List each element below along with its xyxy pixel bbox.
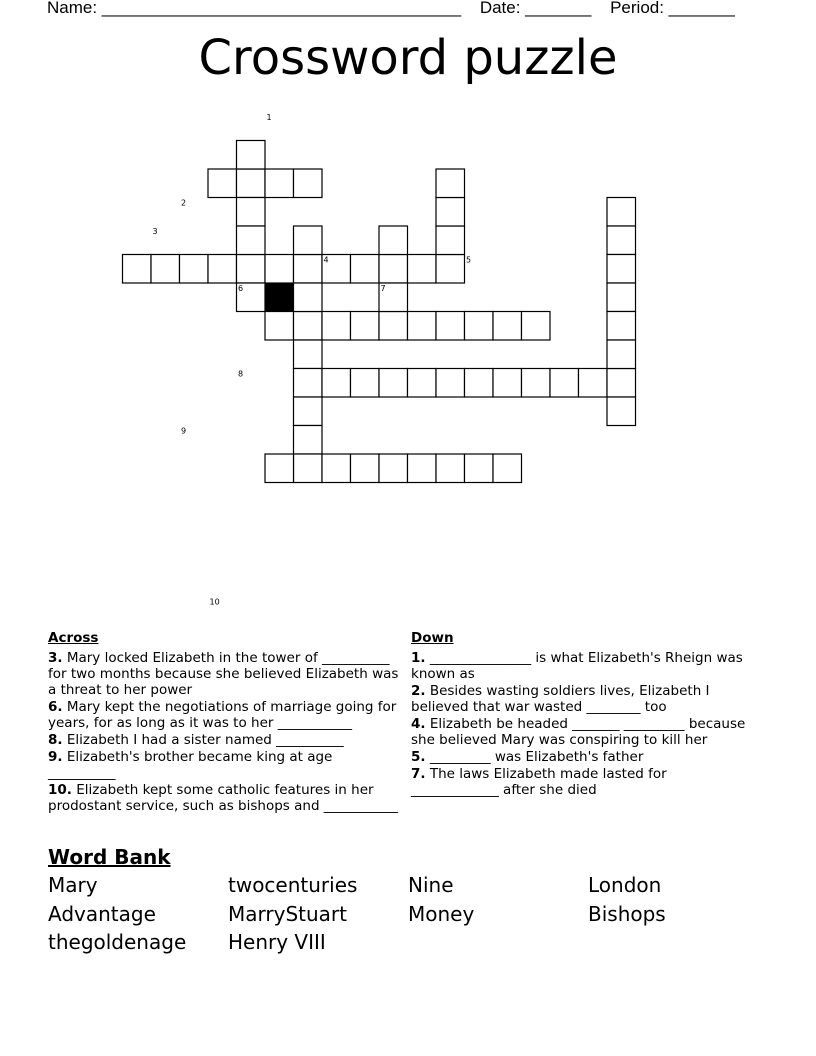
crossword-cell[interactable]: [180, 255, 209, 284]
crossword-cell[interactable]: [294, 169, 323, 198]
clue-number-label: 8.: [48, 732, 63, 748]
crossword-cell[interactable]: [208, 169, 237, 198]
crossword-cell[interactable]: [208, 255, 237, 284]
crossword-cell[interactable]: [436, 198, 465, 227]
crossword-cell[interactable]: [607, 340, 636, 369]
clue-number: 5: [466, 255, 472, 265]
crossword-cell[interactable]: [379, 255, 408, 284]
crossword-cell[interactable]: [408, 255, 437, 284]
down-clue: [411, 749, 756, 765]
across-clue: [48, 749, 400, 781]
crossword-cell[interactable]: [436, 169, 465, 198]
crossword-cell[interactable]: [436, 226, 465, 255]
clue-number: 9: [181, 426, 187, 436]
down-clue: [411, 716, 756, 748]
crossword-cell[interactable]: [408, 369, 437, 398]
clue-text: Elizabeth kept some catholic features in her prodostant service, such as bishops and ___________: [48, 782, 399, 814]
clue-text: Mary kept the negotiations of marriage going for years, for as long as it was to her ___________: [48, 699, 397, 731]
across-heading: Across: [48, 630, 99, 646]
crossword-cell[interactable]: [607, 312, 636, 341]
crossword-black-cell: [265, 283, 294, 312]
crossword-cell[interactable]: [379, 312, 408, 341]
down-clues: [411, 630, 756, 799]
clue-number-label: 4.: [411, 716, 426, 732]
word-bank-item: Money: [408, 902, 475, 926]
across-clue: [48, 732, 400, 748]
crossword-cell[interactable]: [237, 226, 266, 255]
crossword-cell[interactable]: [607, 397, 636, 426]
crossword-cell[interactable]: [436, 454, 465, 483]
down-clue: [411, 683, 756, 715]
crossword-cell[interactable]: [151, 255, 180, 284]
clue-number-label: 2.: [411, 683, 426, 699]
crossword-cell[interactable]: [607, 255, 636, 284]
crossword-cell[interactable]: [607, 198, 636, 227]
clue-number: 7: [380, 284, 386, 293]
crossword-cell[interactable]: [265, 454, 294, 483]
clue-number-label: 6.: [48, 699, 63, 715]
crossword-cell[interactable]: [408, 454, 437, 483]
crossword-cell[interactable]: [465, 312, 494, 341]
clue-text: Elizabeth be headed _______ _________ because she believed Mary was conspiring to kill her: [411, 716, 746, 748]
clue-number: 10: [209, 597, 220, 607]
clue-text: _______________ is what Elizabeth's Rheign was known as: [411, 650, 743, 682]
clue-text: _________ was Elizabeth's father: [425, 749, 644, 765]
clue-number: 8: [238, 369, 244, 379]
crossword-cell[interactable]: [322, 312, 351, 341]
crossword-cell[interactable]: [237, 198, 266, 227]
crossword-cell[interactable]: [294, 226, 323, 255]
crossword-cell[interactable]: [436, 369, 465, 398]
clue-number: 3: [152, 227, 158, 236]
crossword-cell[interactable]: [322, 454, 351, 483]
clue-number: 2: [181, 198, 187, 208]
clue-number-label: 9.: [48, 749, 63, 765]
across-clue: [48, 650, 400, 698]
word-bank-item: twocenturies: [228, 873, 358, 897]
word-bank-item: Advantage: [48, 902, 156, 926]
clue-number-label: 5.: [411, 749, 426, 765]
crossword-cell[interactable]: [379, 369, 408, 398]
word-bank-item: Mary: [48, 873, 98, 897]
down-clue: [411, 766, 756, 798]
crossword-cell[interactable]: [294, 454, 323, 483]
name-field[interactable]: Name: ______________________________________: [47, 0, 462, 17]
crossword-cell[interactable]: [351, 312, 380, 341]
word-bank-item: London: [588, 873, 662, 897]
crossword-cell[interactable]: [493, 454, 522, 483]
crossword-cell[interactable]: [265, 169, 294, 198]
crossword-cell[interactable]: [493, 312, 522, 341]
clue-number-label: 7.: [411, 766, 426, 782]
down-clue: [411, 650, 756, 682]
clue-text: Besides wasting soldiers lives, Elizabeth I believed that war wasted ________ too: [411, 683, 710, 715]
clue-number-label: 1.: [411, 650, 426, 666]
crossword-cell[interactable]: [607, 369, 636, 398]
crossword-cell[interactable]: [579, 369, 608, 398]
clue-text: Elizabeth's brother became king at age __________: [48, 749, 333, 781]
crossword-cell[interactable]: [493, 369, 522, 398]
word-bank-item: Nine: [408, 873, 454, 897]
crossword-cell[interactable]: [351, 255, 380, 284]
crossword-cell[interactable]: [237, 169, 266, 198]
clue-number-label: 3.: [48, 650, 63, 666]
clue-number-label: 10.: [48, 782, 72, 798]
crossword-cell[interactable]: [351, 369, 380, 398]
crossword-cell[interactable]: [379, 226, 408, 255]
word-bank-item: Henry VIII: [228, 930, 326, 954]
word-bank-item: Bishops: [588, 902, 666, 926]
crossword-cell[interactable]: [294, 426, 323, 455]
crossword-cell[interactable]: [265, 255, 294, 284]
crossword-cell[interactable]: [522, 312, 551, 341]
clue-number: 1: [266, 113, 272, 122]
crossword-cell[interactable]: [607, 283, 636, 312]
clue-number: 4: [323, 255, 329, 265]
crossword-cell[interactable]: [465, 454, 494, 483]
crossword-cell[interactable]: [379, 454, 408, 483]
clue-text: Elizabeth I had a sister named __________: [62, 732, 344, 748]
crossword-cell[interactable]: [522, 369, 551, 398]
across-clue: [48, 699, 400, 731]
crossword-cell[interactable]: [265, 312, 294, 341]
crossword-cell[interactable]: [294, 255, 323, 284]
crossword-cell[interactable]: [436, 255, 465, 284]
crossword-cell[interactable]: [550, 369, 579, 398]
crossword-cell[interactable]: [294, 283, 323, 312]
crossword-cell[interactable]: [322, 369, 351, 398]
period-field[interactable]: Period: _______: [610, 0, 735, 17]
crossword-cell[interactable]: [408, 312, 437, 341]
across-clues: [48, 630, 400, 815]
crossword-cell[interactable]: [294, 369, 323, 398]
clue-text: Mary locked Elizabeth in the tower of __________ for two months because she believed Elizabeth was a threat to her power: [48, 650, 399, 698]
word-bank-item: thegoldenage: [48, 930, 187, 954]
crossword-cell[interactable]: [237, 255, 266, 284]
crossword-cell[interactable]: [237, 141, 266, 170]
word-bank-title: Word Bank: [48, 845, 171, 869]
crossword-cell[interactable]: [465, 369, 494, 398]
page-title: Crossword puzzle: [198, 30, 618, 86]
clue-text: The laws Elizabeth made lasted for _____________ after she died: [411, 766, 667, 798]
crossword-cell[interactable]: [607, 226, 636, 255]
down-heading: Down: [411, 630, 454, 646]
crossword-cell[interactable]: [294, 340, 323, 369]
crossword-cell[interactable]: [123, 255, 152, 284]
crossword-cell[interactable]: [351, 454, 380, 483]
word-bank-item: MarryStuart: [228, 902, 347, 926]
crossword-cell[interactable]: [436, 312, 465, 341]
clue-number: 6: [238, 284, 244, 293]
date-field[interactable]: Date: _______: [479, 0, 592, 17]
crossword-cell[interactable]: [294, 397, 323, 426]
crossword-cell[interactable]: [294, 312, 323, 341]
across-clue: [48, 782, 400, 814]
